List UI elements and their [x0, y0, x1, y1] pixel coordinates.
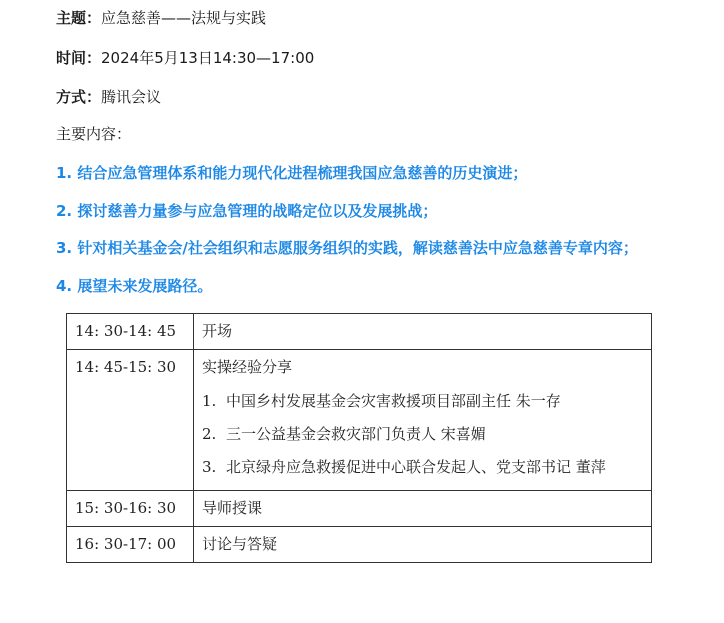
- list-item: [202, 418, 651, 451]
- session-title: 实操经验分享: [202, 358, 293, 376]
- table-row: [67, 350, 652, 491]
- time-cell: 16: 30-17: 00: [67, 527, 194, 563]
- method-value: 腾讯会议: [101, 88, 162, 106]
- method-line: [56, 87, 161, 107]
- goal-item-2: 2. 探讨慈善力量参与应急管理的战略定位以及发展挑战；: [56, 202, 438, 220]
- session-cell: [194, 350, 652, 491]
- time-line: [56, 48, 314, 68]
- list-item: [202, 451, 651, 484]
- session-cell: [194, 314, 652, 350]
- speaker-list: [202, 385, 651, 484]
- table-row: [67, 314, 652, 350]
- session-cell: [194, 491, 652, 527]
- session-title: 讨论与答疑: [202, 535, 278, 553]
- method-label: 方式：: [56, 88, 102, 106]
- time-cell: 14: 30-14: 45: [67, 314, 194, 350]
- topic-label: 主题：: [56, 9, 102, 27]
- speaker-text: 北京绿舟应急救援促进中心联合发起人、党支部书记 董萍: [226, 458, 606, 476]
- time-value: 2024年5月13日14:30—17:00: [101, 49, 315, 67]
- list-item: [202, 385, 651, 418]
- table-row: [67, 527, 652, 563]
- session-title: 导师授课: [202, 499, 263, 517]
- speaker-text: 中国乡村发展基金会灾害救援项目部副主任 朱一存: [226, 392, 561, 410]
- goal-item-4: 4. 展望未来发展路径。: [56, 277, 213, 295]
- session-title: 开场: [202, 322, 233, 340]
- session-cell: [194, 527, 652, 563]
- time-cell: 14: 45-15: 30: [67, 350, 194, 491]
- table-row: [67, 491, 652, 527]
- speaker-number: 3.: [202, 458, 217, 476]
- time-label: 时间：: [56, 49, 102, 67]
- speaker-number: 2.: [202, 425, 217, 443]
- topic-line: [56, 8, 266, 28]
- topic-value: 应急慈善——法规与实践: [101, 9, 267, 27]
- goal-item-1: 1. 结合应急管理体系和能力现代化进程梳理我国应急慈善的历史演进；: [56, 164, 528, 182]
- speaker-text: 三一公益基金会救灾部门负责人 宋喜媚: [226, 425, 486, 443]
- goal-item-3: 3. 针对相关基金会/社会组织和志愿服务组织的实践，解读慈善法中应急慈善专章内容；: [56, 239, 638, 257]
- content-label: 主要内容：: [56, 125, 132, 143]
- speaker-number: 1.: [202, 392, 217, 410]
- time-cell: 15: 30-16: 30: [67, 491, 194, 527]
- schedule-table: [66, 313, 652, 563]
